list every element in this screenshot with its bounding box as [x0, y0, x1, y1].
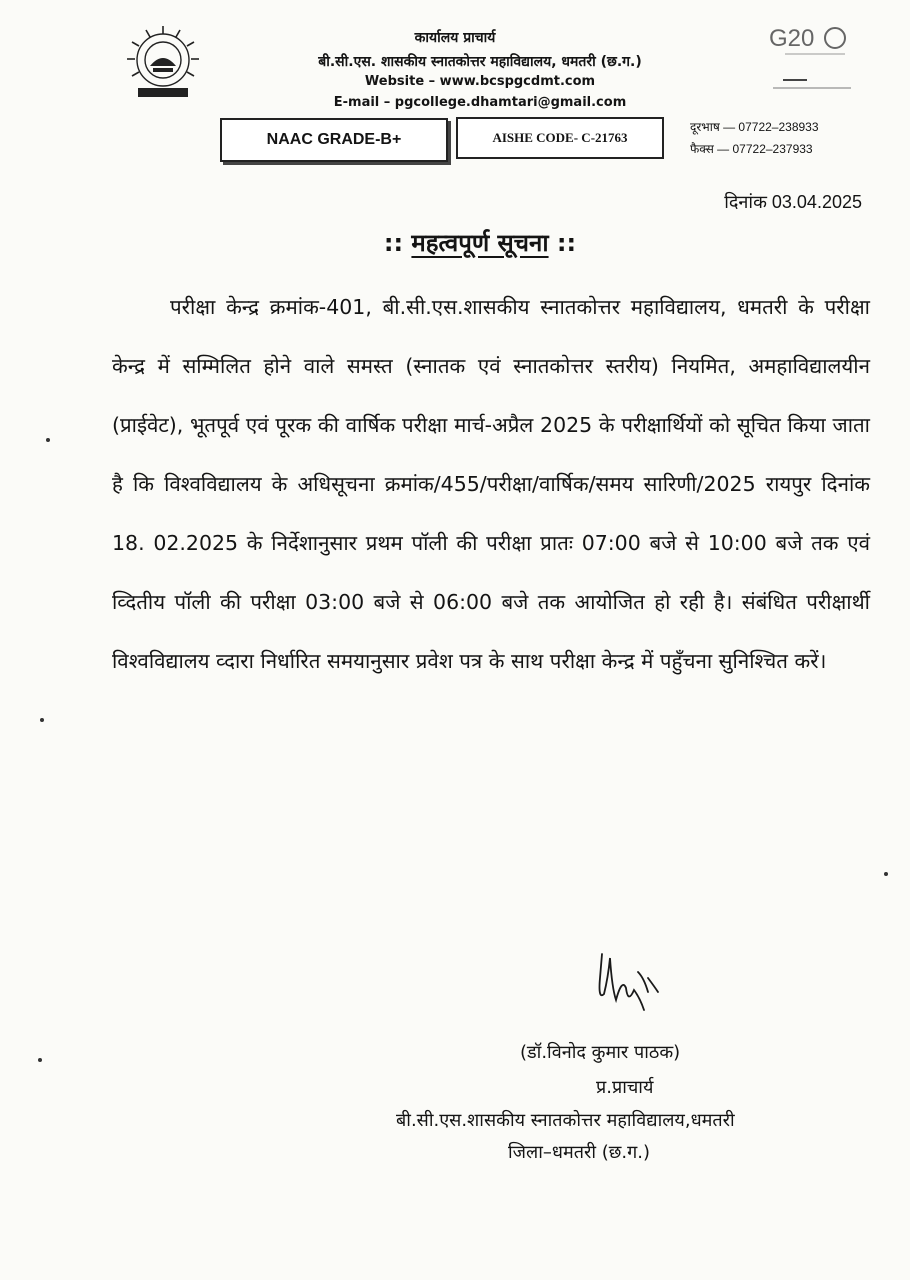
- margin-mark: [46, 438, 50, 442]
- college-name: बी.सी.एस. शासकीय स्नातकोत्तर महाविद्यालय, धमतरी (छ.ग.): [318, 54, 642, 70]
- phone-number: दूरभाष — 07722–238933: [690, 120, 819, 134]
- notice-date: दिनांक 03.04.2025: [724, 192, 862, 212]
- title-suffix: ::: [548, 229, 577, 257]
- signatory-college: बी.सी.एस.शासकीय स्नातकोत्तर महाविद्यालय,धमतरी: [396, 1110, 735, 1131]
- title-main: महत्वपूर्ण सूचना: [411, 229, 549, 257]
- signatory-name: (डॉ.विनोद कुमार पाठक): [520, 1042, 681, 1063]
- office-title: कार्यालय प्राचार्य: [414, 30, 496, 46]
- margin-mark: [884, 872, 888, 876]
- g20-logo-text: G20: [769, 25, 815, 52]
- college-website: Website – www.bcspgcdmt.com: [364, 74, 596, 89]
- naac-grade-box: NAAC GRADE-B+: [220, 118, 448, 162]
- notice-title: [0, 226, 910, 259]
- signature: [588, 948, 668, 1028]
- notice-body: परीक्षा केन्द्र क्रमांक-401, बी.सी.एस.शासकीय स्नातकोत्तर महाविद्यालय, धमतरी के परीक्षा केन्द्र में सम्मिलित होने वाले समस्त (स्नातक एवं स्नातकोत्तर स्तरीय) नियमित, अमहाविद्यालयीन (प्राईवेट), भूतपूर्व एवं पूरक की वार्षिक परीक्षा मार्च-अप्रैल 2025 के परीक्षार्थियों को सूचित किया जाता है कि विश्वविद्यालय के अधिसूचना क्रमांक/455/परीक्षा/वार्षिक/समय सारिणी/2025 रायपुर दिनांक 18. 02.2025 के निर्देशानुसार प्रथम पॉली की परीक्षा प्रातः 07:00 बजे से 10:00 बजे तक एवं व्दितीय पॉली की परीक्षा 03:00 बजे से 06:00 बजे तक आयोजित हो रही है। संबंधित परीक्षार्थी विश्वविद्यालय व्दारा निर्धारित समयानुसार प्रवेश पत्र के साथ परीक्षा केन्द्र में पहुँचना सुनिश्चित करें।: [112, 295, 870, 673]
- signatory-designation: प्र.प्राचार्य: [596, 1077, 654, 1098]
- margin-mark: [38, 1058, 42, 1062]
- aishe-code-box: AISHE CODE- C-21763: [456, 117, 664, 159]
- title-prefix: ::: [383, 229, 412, 257]
- college-email: E-mail – pgcollege.dhamtari@gmail.com: [333, 95, 627, 110]
- signatory-district: जिला–धमतरी (छ.ग.): [508, 1142, 650, 1163]
- margin-mark: [40, 718, 44, 722]
- fax-number: फैक्स — 07722–237933: [690, 142, 813, 156]
